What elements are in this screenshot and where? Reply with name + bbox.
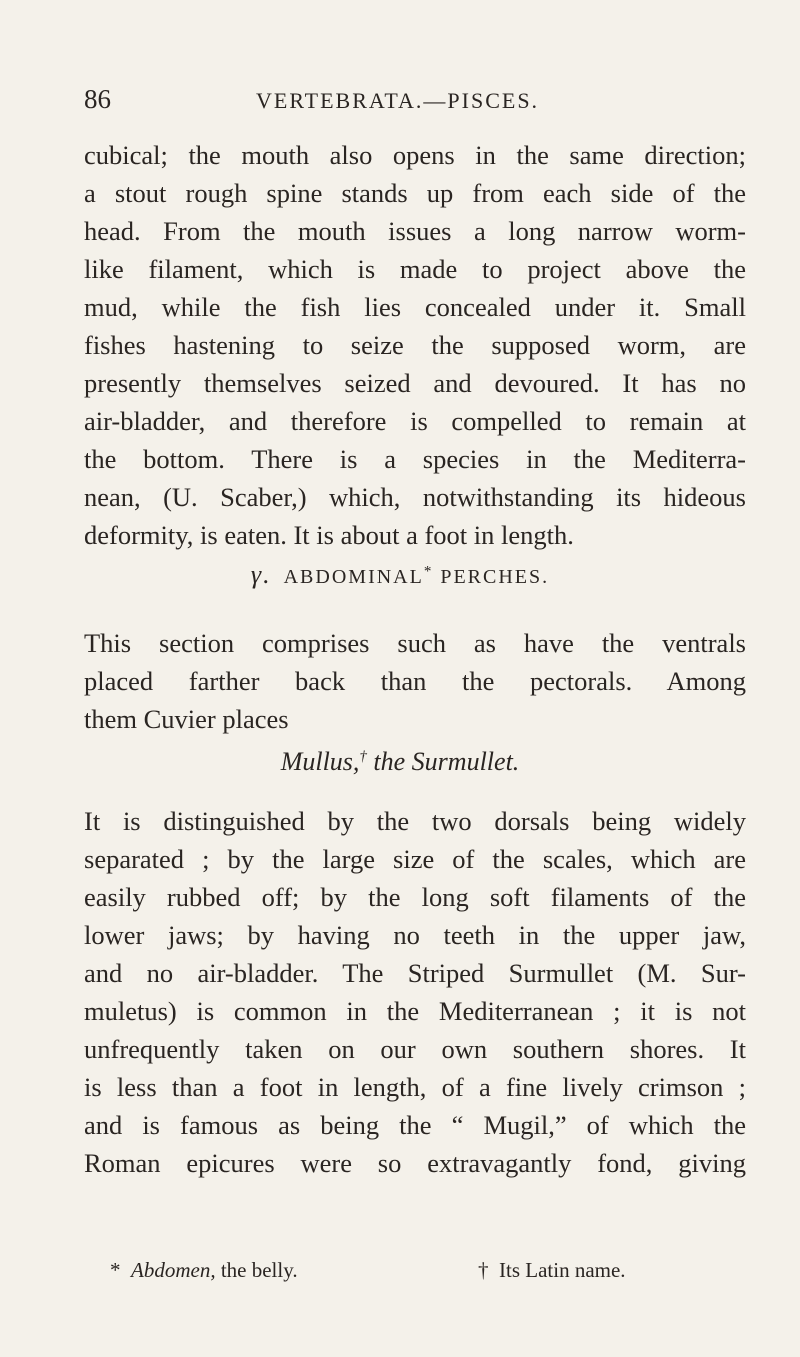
text-line: a stout rough spine stands up from each side of the [84,178,746,208]
text-line: deformity, is eaten. It is about a foot in length. [84,520,574,550]
text-line: fishes hastening to seize the supposed worm, are [84,330,746,360]
footnote-text: Its Latin name. [499,1258,626,1282]
paragraph-1 [84,136,746,554]
text-line: and is famous as being the “ Mugil,” of which the [84,1110,746,1140]
section-heading [0,560,800,590]
common-name: the Surmullet. [373,747,520,776]
section-word: ABDOMINAL [283,566,424,588]
text-line: placed farther back than the pectorals. Among [84,666,746,696]
page-header [84,84,744,124]
section-letter: γ. [250,560,272,589]
text-line: like filament, which is made to project above the [84,254,746,284]
footnote-mark: † [478,1258,489,1282]
section-word: PERCHES. [440,566,550,588]
footnote-mark: † [359,748,367,765]
text-line: and no air-bladder. The Striped Surmullet (M. Sur- [84,958,746,988]
paragraph-2 [84,624,746,738]
text-line: easily rubbed off; by the long soft filaments of the [84,882,746,912]
running-head: VERTEBRATA.—PISCES. [256,88,540,113]
genus-name: Mullus, [280,747,360,776]
footnote-text: the belly. [220,1258,298,1282]
text-line: head. From the mouth issues a long narrow worm- [84,216,746,246]
footnote-term: Abdomen, [131,1258,216,1282]
text-line: muletus) is common in the Mediterranean ; it is not [84,996,746,1026]
text-line: lower jaws; by having no teeth in the upper jaw, [84,920,746,950]
text-line: mud, while the fish lies concealed under it. Small [84,292,746,322]
footnote-mark: * [110,1258,121,1282]
text-line: nean, (U. Scaber,) which, notwithstanding its hideous [84,482,746,512]
footnote-mark: * [423,563,434,580]
text-line: is less than a foot in length, of a fine lively crimson ; [84,1072,746,1102]
text-line: them Cuvier places [84,704,289,734]
footnote-2 [478,1258,626,1283]
text-line: This section comprises such as have the ventrals [84,628,746,658]
text-line: It is distinguished by the two dorsals being widely [84,806,746,836]
text-line: unfrequently taken on our own southern shores. It [84,1034,746,1064]
text-line: presently themselves seized and devoured. It has no [84,368,746,398]
page-number: 86 [84,84,111,114]
footnote-1 [110,1258,298,1283]
text-line: Roman epicures were so extravagantly fond, giving [84,1148,746,1178]
genus-subheading [0,747,800,777]
text-line: separated ; by the large size of the scales, which are [84,844,746,874]
text-line: air-bladder, and therefore is compelled to remain at [84,406,746,436]
paragraph-3 [84,802,746,1182]
text-line: cubical; the mouth also opens in the same direction; [84,140,746,170]
text-line: the bottom. There is a species in the Mediterra- [84,444,746,474]
